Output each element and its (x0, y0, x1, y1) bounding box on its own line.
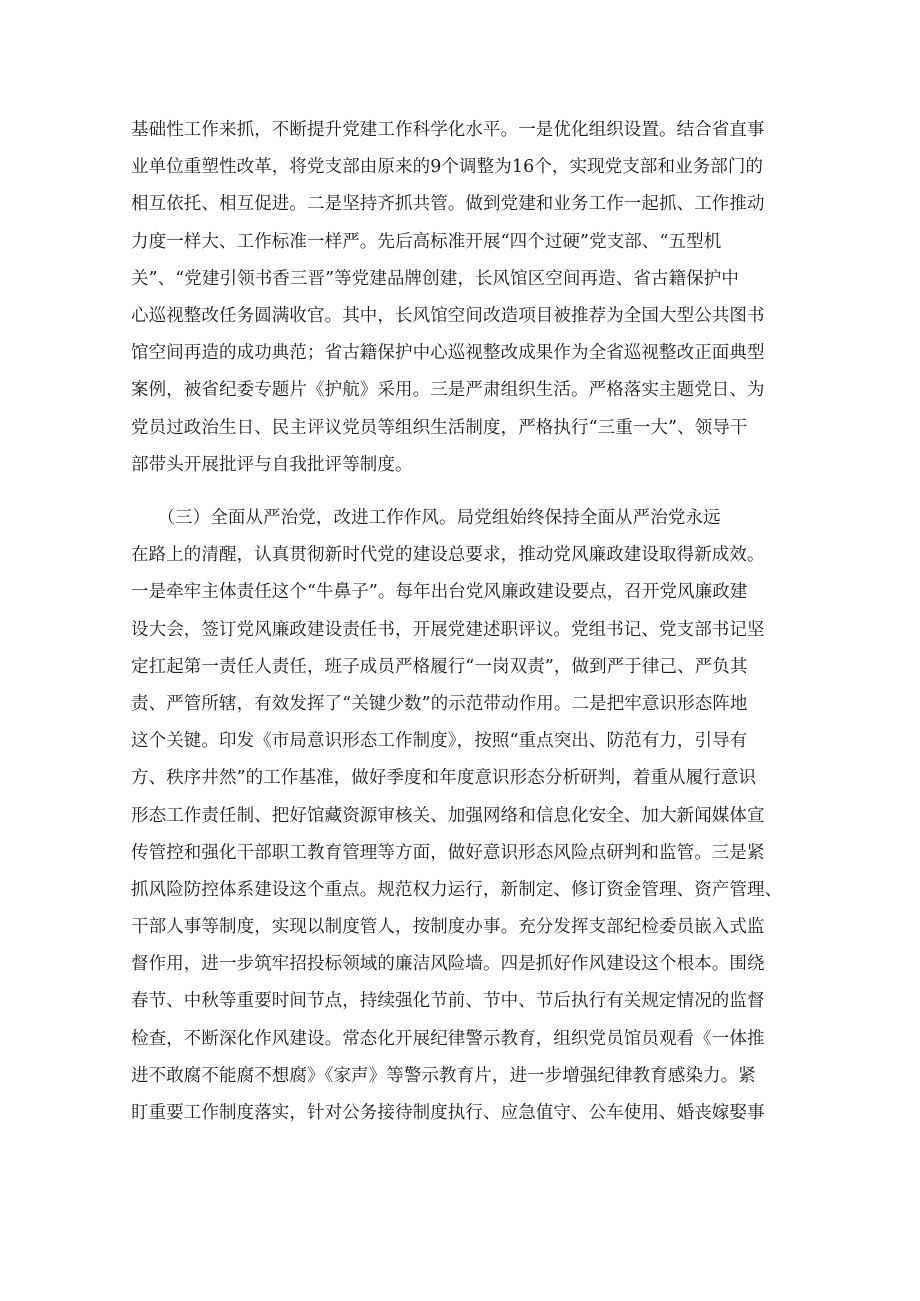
paragraph-party-discipline (131, 500, 791, 1132)
text-line: 设大会，签订党风廉政建设责任书，开展党建述职评议。党组书记、党支部书记坚 (131, 619, 765, 640)
text-line: 抓风险防控体系建设这个重点。规范权力运行，新制定、修订资金管理、资产管理、 (131, 879, 783, 900)
text-line: 基础性工作来抓，不断提升党建工作科学化水平。一是优化组织设置。结合省直事 (131, 120, 765, 140)
text-line: 干部人事等制度，实现以制度管人，按制度办事。充分发挥支部纪检委员嵌入式监 (131, 917, 765, 938)
text-line: 一是牵牢主体责任这个“牛鼻子”。每年出台党风廉政建设要点，召开党风廉政建 (131, 582, 748, 603)
text-line: 传管控和强化干部职工教育管理等方面，做好意识形态风险点研判和监管。三是紧 (131, 842, 765, 863)
text-line: 春节、中秋等重要时间节点，持续强化节前、节中、节后执行有关规定情况的监督 (131, 991, 765, 1012)
text-line: 督作用，进一步筑牢招投标领域的廉洁风险墙。四是抓好作风建设这个根本。围绕 (131, 954, 765, 975)
text-line: 馆空间再造的成功典范；省古籍保护中心巡视整改成果作为全省巡视整改正面典型 (131, 343, 765, 364)
text-line: 定扛起第一责任人责任，班子成员严格履行“一岗双责”，做到严于律己、严负其 (131, 656, 748, 677)
paragraph-organization-building (131, 112, 791, 484)
text-line: 业单位重塑性改革，将党支部由原来的9个调整为16个，实现党支部和业务部门的 (131, 157, 764, 178)
text-line: 盯重要工作制度落实，针对公务接待制度执行、应急值守、公车使用、婚丧嫁娶事 (131, 1103, 765, 1123)
text-line: 进不敢腐不能腐不想腐》《家声》等警示教育片，进一步增强纪律教育感染力。紧 (131, 1065, 756, 1086)
text-line: 检查，不断深化作风建设。常态化开展纪律警示教育，组织党员馆员观看《一体推 (131, 1028, 765, 1049)
text-line: 这个关键。印发《市局意识形态工作制度》，按照“重点突出、防范有力，引导有 (131, 731, 748, 752)
text-line: 责、严管所辖，有效发挥了“关键少数”的示范带动作用。二是把牢意识形态阵地 (131, 693, 748, 714)
text-line: 在路上的清醒，认真贯彻新时代党的建设总要求，推动党风廉政建设取得新成效。 (131, 545, 765, 566)
text-line: 案例，被省纪委专题片《护航》采用。三是严肃组织生活。严格落实主题党日、为 (131, 380, 765, 401)
text-line: 党员过政治生日、民主评议党员等组织生活制度，严格执行“三重一大”、领导干 (131, 417, 748, 438)
text-line: 相互依托、相互促进。二是坚持齐抓共管。做到党建和业务工作一起抓、工作推动 (131, 194, 765, 215)
text-line: 心巡视整改任务圆满收官。其中，长风馆空间改造项目被推荐为全国大型公共图书 (131, 305, 765, 326)
text-line: 关”、“党建引领书香三晋”等党建品牌创建，长风馆区空间再造、省古籍保护中 (131, 268, 739, 289)
text-line: 形态工作责任制、把好馆藏资源审核关、加强网络和信息化安全、加大新闻媒体宣 (131, 805, 765, 826)
text-line: 方、秩序井然”的工作基准，做好季度和年度意识形态分析研判，着重从履行意识 (131, 768, 757, 789)
text-line: 部带头开展批评与自我批评等制度。 (131, 454, 413, 475)
section-heading-line: （三）全面从严治党，改进工作作风。局党组始终保持全面从严治党永远 (131, 508, 721, 528)
text-line: 力度一样大、工作标准一样严。先后高标准开展“四个过硬”党支部、“五型机 (131, 231, 722, 252)
